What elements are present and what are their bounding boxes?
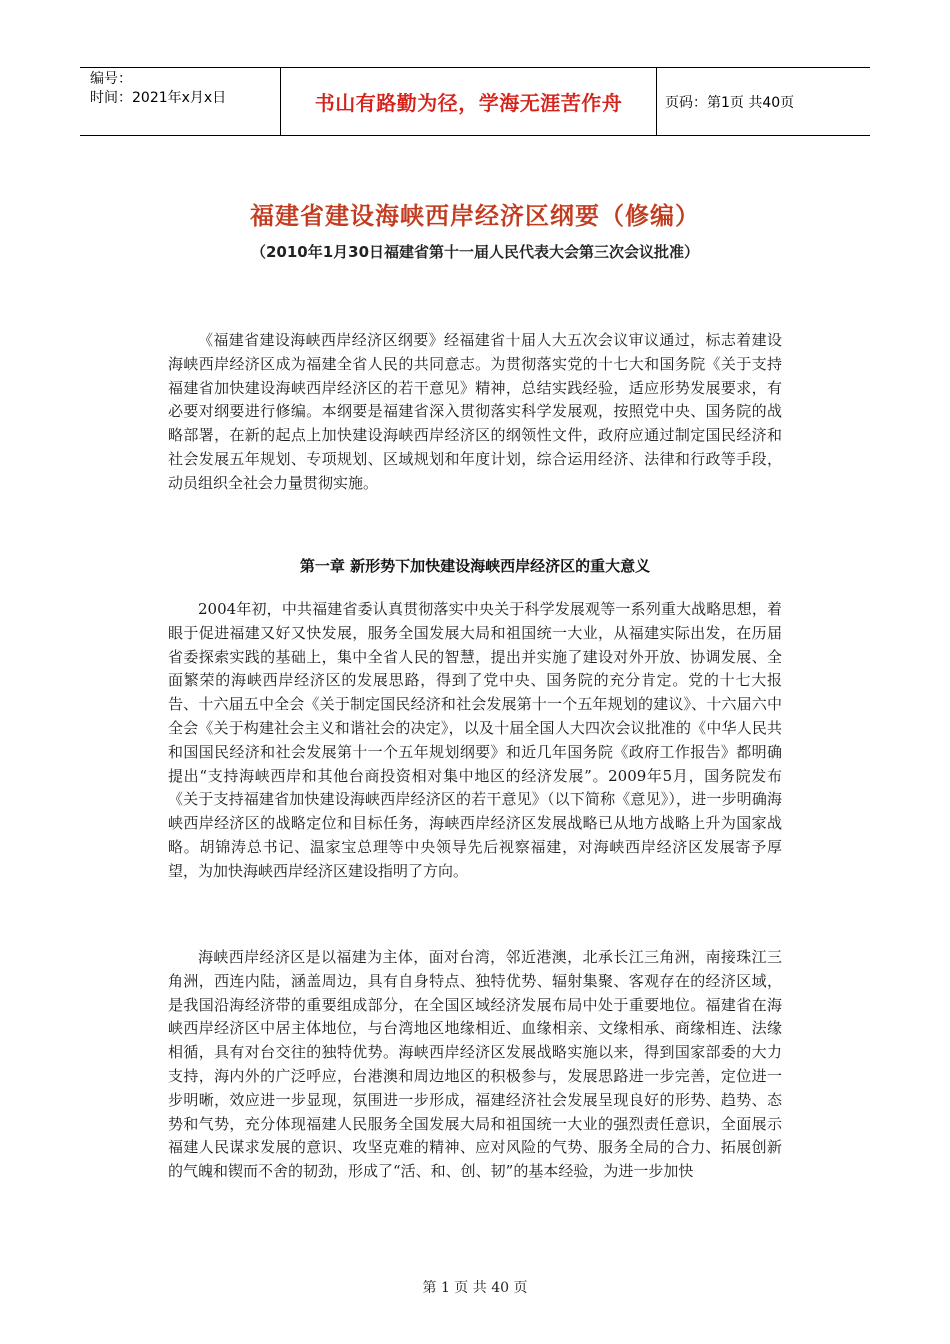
header-table [80, 67, 870, 136]
header-meta-cell [80, 68, 281, 135]
header-page-info: 页码：第1页 共40页 [665, 94, 795, 111]
document-subtitle: （2010年1月30日福建省第十一届人民代表大会第三次会议批准） [250, 243, 700, 261]
chapter-heading: 第一章 新形势下加快建设海峡西岸经济区的重大意义 [299, 557, 651, 575]
document-title: 福建省建设海峡西岸经济区纲要（修编） [250, 202, 700, 230]
document-date-label: 时间：2021年x月x日 [90, 90, 227, 106]
page-footer: 第 1 页 共 40 页 [422, 1280, 528, 1296]
header-motto: 书山有路勤为径，学海无涯苦作舟 [281, 68, 657, 135]
document-number-label: 编号： [90, 71, 132, 87]
body-paragraph-1: 2004年初，中共福建省委认真贯彻落实中央关于科学发展观等一系列重大战略思想，着眼于促进福建又好又快发展，服务全国发展大局和祖国统一大业，从福建实际出发，在历届省委探索实践的基础上，集中全省人民的智慧，提出并实施了建设对外开放、协调发展、全面繁荣的海峡西岸经济区的发展思路，得到了党中央、国务院的充分肯定。党的十七大报告、十六届五中全会《关于制定国民经济和社会发展第十一个五年规划的建议》、十六届六中全会《关于构建社会主义和谐社会的决定》，以及十届全国人大四次会议批准的《中华人民共和国国民经济和社会发展第十一个五年规划纲要》和近几年国务院《政府工作报告》都明确提出“支持海峡西岸和其他台商投资相对集中地区的经济发展”。2009年5月，国务院发布《关于支持福建省加快建设海峡西岸经济区的若干意见》（以下简称《意见》），进一步明确海峡西岸经济区的战略定位和目标任务，海峡西岸经济区发展战略已从地方战略上升为国家战略。胡锦涛总书记、温家宝总理等中央领导先后视察福建，对海峡西岸经济区发展寄予厚望，为加快海峡西岸经济区建设指明了方向。 [168, 600, 782, 880]
body-paragraph-2: 海峡西岸经济区是以福建为主体，面对台湾，邻近港澳，北承长江三角洲，南接珠江三角洲，西连内陆，涵盖周边，具有自身特点、独特优势、辐射集聚、客观存在的经济区域，是我国沿海经济带的重要组成部分，在全国区域经济发展布局中处于重要地位。福建省在海峡西岸经济区中居主体地位，与台湾地区地缘相近、血缘相亲、文缘相承、商缘相连、法缘相循，具有对台交往的独特优势。海峡西岸经济区发展战略实施以来，得到国家部委的大力支持，海内外的广泛呼应，台港澳和周边地区的积极参与，发展思路进一步完善，定位进一步明晰，效应进一步显现，氛围进一步形成，福建经济社会发展呈现良好的形势、趋势、态势和气势，充分体现福建人民服务全国发展大局和祖国统一大业的强烈责任意识，全面展示福建人民谋求发展的意识、攻坚克难的精神、应对风险的气势、服务全局的合力、拓展创新的气魄和锲而不舍的韧劲，形成了“活、和、创、韧”的基本经验，为进一步加快 [168, 948, 782, 1181]
intro-paragraph: 《福建省建设海峡西岸经济区纲要》经福建省十届人大五次会议审议通过，标志着建设海峡西岸经济区成为福建全省人民的共同意志。为贯彻落实党的十七大和国务院《关于支持福建省加快建设海峡西岸经济区的若干意见》精神，总结实践经验，适应形势发展要求，有必要对纲要进行修编。本纲要是福建省深入贯彻落实科学发展观，按照党中央、国务院的战略部署，在新的起点上加快建设海峡西岸经济区的纲领性文件，政府应通过制定国民经济和社会发展五年规划、专项规划、区域规划和年度计划，综合运用经济、法律和行政等手段，动员组织全社会力量贯彻实施。 [168, 331, 782, 492]
